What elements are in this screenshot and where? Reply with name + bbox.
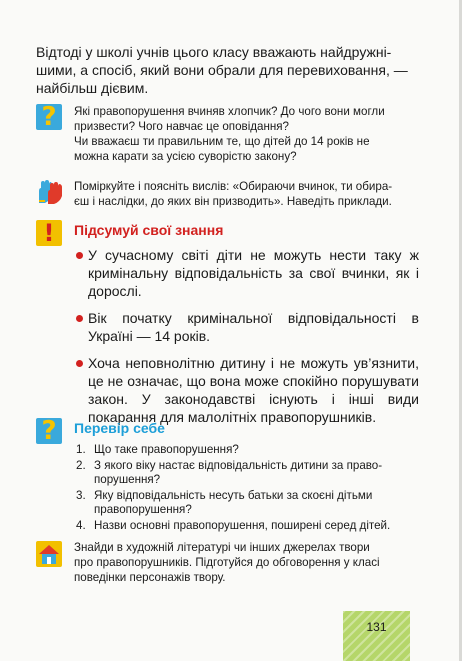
selfcheck-title: Перевір себе <box>74 420 165 436</box>
question-icon: ? <box>36 418 62 444</box>
bullet-dot-icon <box>76 315 83 322</box>
hands-icon <box>36 179 64 205</box>
summary-list <box>76 246 419 435</box>
question-line: призвести? Чого навчає це оповідання? <box>74 120 290 133</box>
summary-title: Підсумуй свої знання <box>74 222 224 238</box>
page-number-tab <box>343 611 410 661</box>
selfcheck-item: 4. Назви основні правопорушення, поширені серед дітей. <box>76 518 391 532</box>
page-number: 131 <box>366 620 387 634</box>
question-icon: ? <box>36 104 62 130</box>
selfcheck-list <box>76 443 418 534</box>
intro-line: найбільш дієвим. <box>36 80 149 96</box>
reflection-block <box>74 179 419 209</box>
exclamation-icon: ! <box>36 220 62 246</box>
bullet-dot-icon <box>76 252 83 259</box>
homework-line: поведінки персонажів твору. <box>74 571 226 584</box>
question-line: можна карати за усією суворістю закону? <box>74 150 297 163</box>
reflection-line: єш і наслідки, до яких він призводить». Наведіть приклади. <box>74 195 392 208</box>
house-icon <box>36 541 62 567</box>
reflection-line: Поміркуйте і поясніть вислів: «Обираючи вчинок, ти обира- <box>74 180 393 193</box>
bullet-dot-icon <box>76 360 83 367</box>
homework-block <box>74 540 419 585</box>
selfcheck-item: 3. Яку відповідальність несуть батьки за скоєні дітьми правопорушення? <box>76 488 373 516</box>
selfcheck-item: 1. Що таке правопорушення? <box>76 443 239 456</box>
summary-bullet: Хоча неповнолітню дитину і не можуть ув’язнити, це не означає, що вона може спокійно порушувати закон. У законодавстві існують і інші види покарання для малолітніх правопорушників. <box>76 354 419 426</box>
question-line: Які правопорушення вчиняв хлопчик? До чого вони могли <box>74 105 385 118</box>
intro-line: Відтоді у школі учнів цього класу вважають найдружні- <box>36 44 392 60</box>
homework-line: про правопорушників. Підготуйся до обговорення у класі <box>74 556 380 569</box>
summary-bullet: Вік початку кримінальної відповідальності в Україні — 14 років. <box>76 309 419 345</box>
selfcheck-item: 2. З якого віку настає відповідальність дитини за право-порушення? <box>76 458 383 486</box>
intro-line: шими, а спосіб, який вони обрали для перевиховання, — <box>36 62 408 78</box>
questions-block <box>74 104 419 164</box>
question-line: Чи вважаєш ти правильним те, що дітей до 14 років не <box>74 135 370 148</box>
intro-paragraph <box>36 43 426 97</box>
summary-bullet: У сучасному світі діти не можуть нести таку ж кримінальну відповідальність за свої вчинки, як і дорослі. <box>76 246 419 300</box>
homework-line: Знайди в художній літературі чи інших джерелах твори <box>74 541 370 554</box>
